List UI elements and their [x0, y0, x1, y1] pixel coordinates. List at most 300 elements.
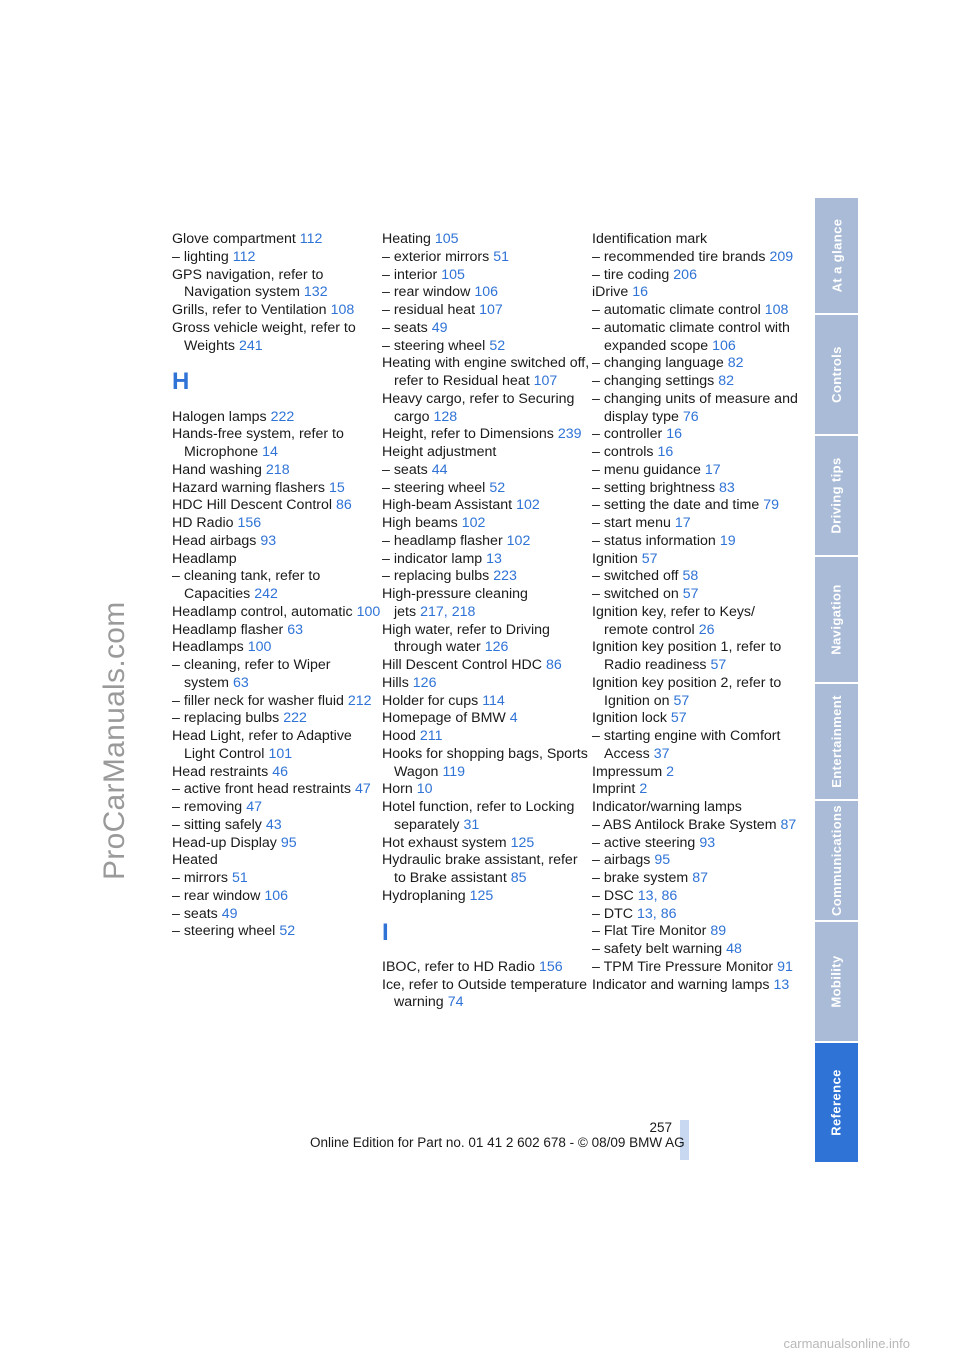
index-column-3 — [592, 231, 802, 994]
nav-tab-label: Mobility — [829, 955, 844, 1008]
page-reference-link[interactable]: 112 — [232, 248, 256, 265]
index-entry — [172, 728, 382, 764]
index-entry-term: – tire coding — [592, 266, 670, 283]
page-reference-link[interactable]: 49 — [221, 905, 238, 922]
index-entry — [382, 320, 592, 338]
index-entry-term: High-beam Assistant — [382, 497, 513, 514]
nav-tab-label: Entertainment — [829, 695, 845, 788]
nav-tab-label: Navigation — [829, 584, 844, 655]
index-entry — [382, 480, 592, 498]
page-reference-link[interactable]: 114 — [482, 692, 505, 709]
index-entry — [382, 622, 592, 658]
page-reference-link[interactable]: 206 — [673, 266, 697, 283]
page-reference-link[interactable]: 223 — [493, 568, 517, 585]
index-entry — [172, 302, 382, 320]
index-entry — [382, 693, 592, 711]
index-entry — [592, 906, 802, 924]
index-entry — [172, 888, 382, 906]
index-entry-term: Headlamp control, automatic — [172, 603, 353, 620]
page-separator: , — [443, 603, 448, 620]
page-reference-link[interactable]: 13 — [773, 976, 790, 993]
index-entry — [592, 462, 802, 480]
side-watermark: ProCarManuals.com — [98, 601, 131, 880]
index-entry-term: Ignition key, refer to Keys/ remote control — [592, 603, 755, 638]
nav-tab-entertainment[interactable] — [815, 684, 858, 799]
index-entry — [382, 835, 592, 853]
index-entry-term: Holder for cups — [382, 692, 479, 709]
index-entry-term: HDC Hill Descent Control — [172, 497, 333, 514]
page-reference-link[interactable]: 102 — [516, 497, 540, 514]
index-entry — [172, 906, 382, 924]
index-entry-term: – status information — [592, 532, 716, 549]
page-reference-link[interactable]: 126 — [412, 674, 437, 691]
index-entry-term: Horn — [382, 781, 413, 798]
page-reference-link[interactable]: 31 — [463, 816, 480, 833]
index-entry-term: High beams — [382, 515, 458, 531]
page-reference-link[interactable]: 52 — [489, 337, 506, 354]
page-reference-link[interactable]: 19 — [719, 532, 736, 549]
index-entry-term: Grills, refer to Ventilation — [172, 302, 327, 318]
index-entry-term: Hill Descent Control HDC — [382, 657, 543, 673]
index-entry — [592, 764, 802, 782]
index-entry-term: Headlamp flasher — [172, 621, 284, 638]
page-reference-link[interactable]: 86 — [660, 905, 677, 922]
page-reference-link[interactable]: 100 — [356, 603, 381, 620]
page-reference-link[interactable]: 47 — [355, 781, 371, 798]
index-entry-term: Ignition — [592, 550, 638, 567]
page-reference-link[interactable]: 51 — [231, 870, 248, 886]
page-reference-link[interactable]: 106 — [264, 887, 288, 904]
index-entry — [382, 746, 592, 782]
index-entry — [172, 817, 382, 835]
index-entry — [592, 835, 802, 853]
index-entry — [382, 533, 592, 551]
page-reference-link[interactable]: 63 — [232, 674, 249, 691]
page-reference-link[interactable]: 86 — [546, 657, 562, 673]
index-entry — [382, 338, 592, 356]
nav-tab-at-a-glance[interactable] — [815, 198, 858, 313]
page-reference-link[interactable]: 125 — [510, 834, 535, 851]
index-entry-term: – recommended tire brands — [592, 248, 766, 265]
page-reference-link[interactable]: 47 — [246, 799, 262, 815]
index-entry — [382, 249, 592, 267]
page-reference-link[interactable]: 2 — [666, 763, 675, 780]
index-entry-term: Heavy cargo, refer to Securing cargo — [382, 390, 575, 425]
index-entry-term: – automatic climate control with expanded scope — [592, 319, 790, 354]
page-reference-link[interactable]: 2 — [639, 781, 648, 798]
page-number: 257 — [649, 1120, 672, 1135]
index-entry-term: – controller — [592, 426, 663, 443]
index-entry-term: Indicator and warning lamps — [592, 976, 770, 993]
page-reference-link[interactable]: 100 — [247, 639, 272, 656]
index-entry — [172, 551, 382, 569]
nav-tab-label: Reference — [829, 1069, 844, 1136]
index-entry — [592, 888, 802, 906]
index-entry-term: GPS navigation, refer to Navigation system — [172, 266, 324, 301]
page-reference-link[interactable]: 218 — [265, 461, 290, 478]
page-reference-link[interactable]: 239 — [557, 426, 582, 443]
index-entry-term: – cleaning tank, refer to Capacities — [172, 568, 321, 602]
index-entry — [172, 639, 382, 657]
index-entry — [172, 693, 382, 711]
page-reference-link[interactable]: 112 — [299, 231, 323, 247]
page-reference-link[interactable]: 57 — [682, 586, 699, 602]
index-entry — [172, 852, 382, 870]
index-entry-term: – setting brightness — [592, 479, 716, 496]
index-entry — [382, 657, 592, 675]
section-nav-tabs — [815, 198, 858, 1164]
index-entry — [172, 409, 382, 427]
index-entry-term: Halogen lamps — [172, 408, 267, 425]
index-entry — [592, 302, 802, 320]
index-entry-term: Heated — [172, 852, 218, 869]
index-entry-term: iDrive — [592, 284, 629, 301]
index-entry — [382, 959, 592, 977]
index-entry — [382, 586, 592, 622]
index-entry — [592, 533, 802, 551]
page-reference-link[interactable]: 222 — [283, 710, 307, 727]
page-reference-link[interactable]: 95 — [654, 852, 671, 869]
index-entry — [592, 497, 802, 515]
index-entry — [172, 497, 382, 515]
page-reference-link[interactable]: 106 — [712, 337, 736, 354]
page-reference-link[interactable]: 26 — [698, 621, 715, 638]
index-entry-term: – steering wheel — [382, 337, 486, 354]
page-reference-link[interactable]: 15 — [328, 479, 345, 496]
index-entry-term: Gross vehicle weight, refer to Weights — [172, 319, 356, 354]
index-entry — [172, 320, 382, 356]
page-reference-link[interactable]: 13 — [637, 905, 653, 922]
page-reference-link[interactable]: 105 — [434, 231, 459, 247]
index-entry — [382, 551, 592, 569]
index-entry-term: Impressum — [592, 763, 663, 780]
index-column-2 — [382, 231, 592, 1012]
page-reference-link[interactable]: 102 — [506, 532, 531, 549]
index-entry-term: Height, refer to Dimensions — [382, 426, 554, 443]
page-reference-link[interactable]: 107 — [479, 302, 503, 318]
nav-tab-driving-tips[interactable] — [815, 436, 858, 555]
index-entry — [592, 267, 802, 285]
index-entry — [592, 355, 802, 373]
index-entry-term: Imprint — [592, 781, 636, 798]
page-reference-link[interactable]: 82 — [718, 373, 735, 389]
index-entry-term: – replacing bulbs — [172, 710, 280, 727]
index-entry — [172, 568, 382, 604]
page-reference-link[interactable]: 16 — [657, 444, 674, 460]
index-entry-term: Head Light, refer to Adaptive Light Control — [172, 728, 352, 762]
nav-tab-controls[interactable] — [815, 315, 858, 434]
index-entry — [592, 568, 802, 586]
index-entry — [592, 977, 802, 995]
index-entry — [382, 781, 592, 799]
page-reference-link[interactable]: 89 — [710, 923, 727, 940]
nav-tab-label: Controls — [829, 346, 844, 403]
page-separator: , — [653, 887, 658, 904]
index-entry — [172, 231, 382, 249]
index-entry — [592, 391, 802, 427]
index-entry — [382, 444, 592, 462]
index-entry-term: – seats — [382, 461, 428, 478]
index-entry — [382, 888, 592, 906]
index-entry-term: Ice, refer to Outside temperature warning — [382, 976, 588, 1011]
index-entry — [382, 799, 592, 835]
page-reference-link[interactable]: 93 — [260, 532, 277, 549]
index-entry — [172, 462, 382, 480]
nav-tab-label: At a glance — [829, 218, 845, 293]
index-entry — [382, 355, 592, 391]
page-reference-link[interactable]: 57 — [710, 657, 727, 673]
page-reference-link[interactable]: 87 — [692, 870, 708, 886]
nav-tab-navigation[interactable] — [815, 557, 858, 682]
nav-tab-mobility[interactable] — [815, 922, 858, 1041]
nav-tab-communications[interactable] — [815, 801, 858, 920]
index-entry-term: – starting engine with Comfort Access — [592, 728, 781, 762]
page-reference-link[interactable]: 105 — [441, 266, 465, 283]
index-entry — [172, 923, 382, 941]
page-reference-link[interactable]: 44 — [431, 461, 448, 478]
page-reference-link[interactable]: 108 — [764, 302, 789, 318]
index-entry — [592, 284, 802, 302]
index-entry-term: – DTC — [592, 905, 633, 922]
footer-edition: Online Edition for Part no. 01 41 2 602 678 - © 08/09 BMW AG — [310, 1135, 685, 1150]
index-entry — [172, 480, 382, 498]
index-entry-term: HD Radio — [172, 515, 234, 531]
page-reference-link[interactable]: 85 — [510, 870, 527, 886]
index-entry — [382, 977, 592, 1013]
index-entry — [382, 515, 592, 533]
page-reference-link[interactable]: 93 — [699, 834, 716, 851]
page-reference-link[interactable]: 217 — [420, 603, 444, 620]
index-entry — [382, 675, 592, 693]
page-reference-link[interactable]: 57 — [670, 710, 687, 727]
page-reference-link[interactable]: 57 — [641, 550, 658, 567]
index-entry — [592, 941, 802, 959]
index-entry-term: – steering wheel — [382, 479, 486, 496]
index-entry-term: – start menu — [592, 515, 671, 531]
index-entry-term: High-pressure cleaning jets — [382, 586, 528, 620]
index-entry — [592, 231, 802, 249]
index-entry-term: – steering wheel — [172, 923, 276, 940]
page-reference-link[interactable]: 10 — [416, 781, 433, 798]
index-entry — [592, 799, 802, 817]
index-entry-term: Ignition key position 1, refer to Radio readiness — [592, 639, 782, 673]
index-entry — [172, 267, 382, 303]
index-entry — [172, 835, 382, 853]
index-entry-term: Hydroplaning — [382, 887, 466, 904]
index-entry-term: – active front head restraints — [172, 781, 352, 798]
index-entry — [592, 373, 802, 391]
page-reference-link[interactable]: 86 — [336, 497, 352, 514]
page-reference-link[interactable]: 106 — [474, 284, 498, 301]
index-entry-term: – seats — [172, 905, 218, 922]
page-reference-link[interactable]: 128 — [433, 408, 458, 425]
page-reference-link[interactable]: 241 — [239, 337, 263, 354]
index-entry — [592, 515, 802, 533]
page-reference-link[interactable]: 52 — [279, 923, 296, 940]
index-entry-term: Hand washing — [172, 461, 262, 478]
index-entry — [592, 675, 802, 711]
bottom-watermark: carmanualsonline.info — [783, 1336, 910, 1351]
page-reference-link[interactable]: 14 — [262, 444, 278, 460]
page-reference-link[interactable]: 13 — [486, 550, 502, 567]
page-reference-link[interactable]: 156 — [237, 515, 262, 531]
index-entry — [382, 462, 592, 480]
index-entry — [382, 391, 592, 427]
page-reference-link[interactable]: 17 — [704, 461, 721, 478]
index-entry — [592, 320, 802, 356]
index-entry-term: – Flat Tire Monitor — [592, 923, 707, 940]
page-reference-link[interactable]: 79 — [763, 497, 779, 514]
index-entry-term: – ABS Antilock Brake System — [592, 816, 777, 833]
section-letter-heading: H — [172, 368, 190, 396]
page-separator: , — [652, 905, 657, 922]
page-reference-link[interactable]: 95 — [280, 834, 297, 851]
section-letter-heading: I — [382, 918, 389, 946]
index-entry — [382, 267, 592, 285]
page-reference-link[interactable]: 211 — [419, 728, 443, 744]
index-entry-term: – residual heat — [382, 302, 476, 318]
index-entry-term: – controls — [592, 444, 654, 460]
index-entry-term: Indicator/warning lamps — [592, 799, 742, 815]
index-entry-term: Hills — [382, 674, 409, 691]
page-reference-link[interactable]: 82 — [727, 355, 744, 372]
index-entry-term: – seats — [382, 319, 428, 336]
index-entry — [382, 231, 592, 249]
page-reference-link[interactable]: 125 — [469, 887, 494, 904]
index-entry — [592, 551, 802, 569]
page-reference-link[interactable]: 212 — [347, 692, 372, 709]
page-reference-link[interactable]: 57 — [673, 692, 690, 709]
index-entry-term: – brake system — [592, 870, 689, 886]
page-reference-link[interactable]: 83 — [719, 479, 735, 496]
index-column-1 — [172, 231, 382, 941]
index-entry — [382, 728, 592, 746]
index-entry-term: Ignition lock — [592, 710, 667, 727]
page-reference-link[interactable]: 63 — [287, 621, 303, 638]
index-entry-term: Head airbags — [172, 532, 257, 549]
index-entry — [172, 781, 382, 799]
page-reference-link[interactable]: 74 — [447, 994, 464, 1011]
index-entry-term: – changing language — [592, 355, 724, 372]
index-entry-term: Homepage of BMW — [382, 710, 506, 727]
index-entry — [172, 710, 382, 728]
index-entry — [172, 870, 382, 888]
page-reference-link[interactable]: 87 — [780, 816, 797, 833]
index-entry-term: Hands-free system, refer to Microphone — [172, 426, 344, 460]
index-entry-term: – replacing bulbs — [382, 568, 490, 585]
page-reference-link[interactable]: 37 — [653, 745, 670, 762]
index-entry — [172, 622, 382, 640]
index-entry-term: – headlamp flasher — [382, 532, 503, 549]
page-reference-link[interactable]: 209 — [769, 248, 794, 265]
page-reference-link[interactable]: 132 — [303, 284, 328, 301]
page-reference-link[interactable]: 58 — [682, 568, 699, 585]
index-entry-term: – sitting safely — [172, 816, 262, 833]
index-entry-term: – indicator lamp — [382, 550, 483, 567]
index-entry — [172, 249, 382, 267]
index-entry-term: – setting the date and time — [592, 497, 760, 514]
page-reference-link[interactable]: 108 — [330, 302, 355, 318]
index-entry — [382, 284, 592, 302]
nav-tab-reference[interactable] — [815, 1043, 858, 1162]
index-entry-term: Headlamps — [172, 639, 244, 656]
index-entry-term: Hydraulic brake assistant, refer to Brake assistant — [382, 852, 578, 886]
index-entry-term: – rear window — [382, 284, 471, 301]
nav-tab-label: Driving tips — [829, 457, 844, 534]
index-entry — [592, 728, 802, 764]
index-entry-term: IBOC, refer to HD Radio — [382, 958, 535, 975]
index-entry-term: – rear window — [172, 887, 261, 904]
index-entry — [172, 533, 382, 551]
page-reference-link[interactable]: 107 — [533, 373, 558, 389]
page-reference-link[interactable]: 119 — [442, 763, 466, 780]
index-entry — [592, 586, 802, 604]
page-reference-link[interactable]: 13 — [637, 887, 654, 904]
index-entry — [382, 710, 592, 728]
index-entry-term: Heating with engine switched off, refer to Residual heat — [382, 355, 590, 389]
page-reference-link[interactable]: 91 — [777, 958, 793, 975]
index-entry-term: – changing settings — [592, 373, 715, 389]
page-reference-link[interactable]: 51 — [493, 248, 509, 265]
index-entry — [172, 515, 382, 533]
page-reference-link[interactable]: 218 — [451, 603, 476, 620]
page-reference-link[interactable]: 52 — [489, 479, 506, 496]
page-reference-link[interactable]: 48 — [726, 941, 742, 957]
index-entry-term: – interior — [382, 266, 438, 283]
page-reference-link[interactable]: 16 — [666, 426, 682, 443]
page-reference-link[interactable]: 102 — [461, 515, 486, 531]
page-reference-link[interactable]: 4 — [509, 710, 518, 727]
index-entry — [592, 426, 802, 444]
index-entry — [382, 852, 592, 888]
page-reference-link[interactable]: 16 — [632, 284, 649, 301]
index-entry-term: Head-up Display — [172, 834, 277, 851]
index-entry-term: Hooks for shopping bags, Sports Wagon — [382, 745, 588, 780]
index-entry-term: Ignition key position 2, refer to Ignition on — [592, 674, 782, 709]
page-reference-link[interactable]: 17 — [674, 515, 691, 531]
page-reference-link[interactable]: 242 — [254, 586, 278, 602]
index-entry — [382, 568, 592, 586]
page-reference-link[interactable]: 126 — [484, 639, 509, 656]
index-entry — [382, 497, 592, 515]
page-reference-link[interactable]: 76 — [682, 408, 699, 425]
index-entry-term: – TPM Tire Pressure Monitor — [592, 958, 774, 975]
index-entry — [592, 959, 802, 977]
index-entry-term: – active steering — [592, 834, 696, 851]
index-entry — [592, 781, 802, 799]
index-entry-term: Glove compartment — [172, 231, 296, 247]
index-entry — [172, 657, 382, 693]
page-reference-link[interactable]: 222 — [270, 408, 295, 425]
page-reference-link[interactable]: 43 — [265, 816, 282, 833]
page-reference-link[interactable]: 49 — [431, 319, 448, 336]
index-entry — [592, 817, 802, 835]
index-entry-term: Headlamp — [172, 550, 237, 567]
index-entry — [592, 852, 802, 870]
page-reference-link[interactable]: 156 — [538, 958, 563, 975]
page-reference-link[interactable]: 101 — [268, 745, 293, 762]
index-entry-term: – changing units of measure and display type — [592, 390, 798, 425]
page-reference-link[interactable]: 86 — [661, 887, 678, 904]
index-entry — [592, 639, 802, 675]
index-entry-term: – switched on — [592, 586, 679, 602]
index-entry-term: – airbags — [592, 852, 651, 869]
index-entry — [592, 604, 802, 640]
index-entry — [592, 249, 802, 267]
index-entry — [592, 870, 802, 888]
index-entry-term: – automatic climate control — [592, 302, 761, 318]
page-reference-link[interactable]: 46 — [272, 763, 288, 780]
